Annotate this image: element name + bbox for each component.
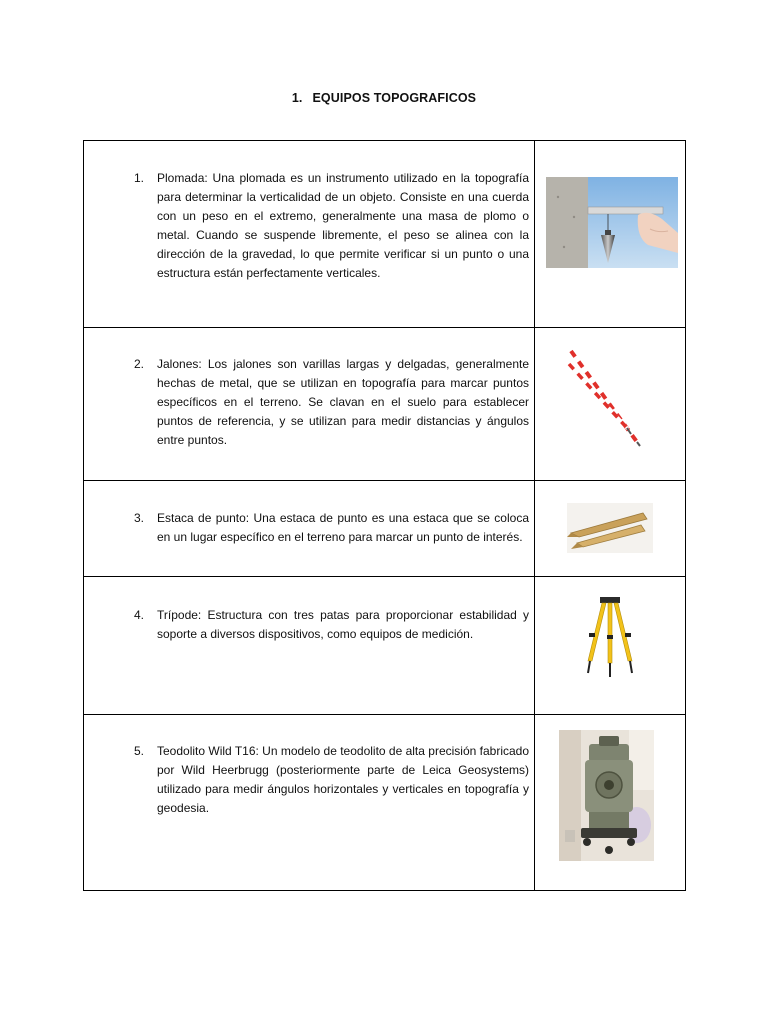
item-text: Estaca de punto: Una estaca de punto es una estaca que se coloca en un lugar específico en el terreno para marcar un punto de interés.: [157, 511, 529, 544]
item-number: 2.: [134, 357, 145, 371]
description-cell: [84, 328, 535, 481]
item-number: 5.: [134, 744, 145, 758]
table-row: [84, 328, 686, 481]
image-cell: [535, 328, 686, 481]
item-text: Teodolito Wild T16: Un modelo de teodolito de alta precisión fabricado por Wild Heerbrugg (posteriormente parte de Leica Geosystems) utilizado para medir ángulos horizontales y verticales en topografía y geodesia.: [157, 744, 529, 815]
table-row: [84, 577, 686, 715]
table-row: [84, 481, 686, 577]
table-row: [84, 715, 686, 891]
item-text: Jalones: Los jalones son varillas largas y delgadas, generalmente hechas de metal, que se utilizan en topografía para marcar puntos específicos en el terreno. Se clavan en el suelo para establecer puntos de referencia, y se utilizan para medir distancias y ángulos entre puntos.: [157, 357, 529, 447]
description-cell: [84, 577, 535, 715]
description-cell: [84, 141, 535, 328]
item-number: 4.: [134, 608, 145, 622]
table-row: [84, 141, 686, 328]
plumb-bob-photo: [546, 177, 678, 268]
title-number: 1.: [291, 91, 303, 105]
image-cell: [535, 715, 686, 891]
image-cell: [535, 481, 686, 577]
list-item: [134, 742, 529, 818]
image-cell: [535, 577, 686, 715]
item-text: Trípode: Estructura con tres patas para proporcionar estabilidad y soporte a diversos dispositivos, como equipos de medición.: [157, 608, 529, 641]
item-text: Plomada: Una plomada es un instrumento utilizado en la topografía para determinar la verticalidad de un objeto. Consiste en una cuerda con un peso en el extremo, generalmente una masa de plomo o metal. Cuando se suspende libremente, el peso se alinea con la dirección de la gravedad, lo que permite verificar si un punto o una estructura están perfectamente verticales.: [157, 171, 529, 280]
range-pole-photo: [565, 348, 645, 448]
description-cell: [84, 715, 535, 891]
list-item: [134, 169, 529, 283]
list-item: [134, 606, 529, 644]
stake-photo: [567, 503, 653, 553]
page-title: [0, 91, 768, 105]
tripod-photo: [580, 593, 640, 681]
description-cell: [84, 481, 535, 577]
list-item: [134, 509, 529, 547]
image-cell: [535, 141, 686, 328]
equipment-table: [83, 140, 686, 891]
item-number: 1.: [134, 171, 145, 185]
item-number: 3.: [134, 511, 145, 525]
theodolite-photo: [559, 730, 654, 861]
title-text: EQUIPOS TOPOGRAFICOS: [312, 91, 477, 105]
list-item: [134, 355, 529, 450]
